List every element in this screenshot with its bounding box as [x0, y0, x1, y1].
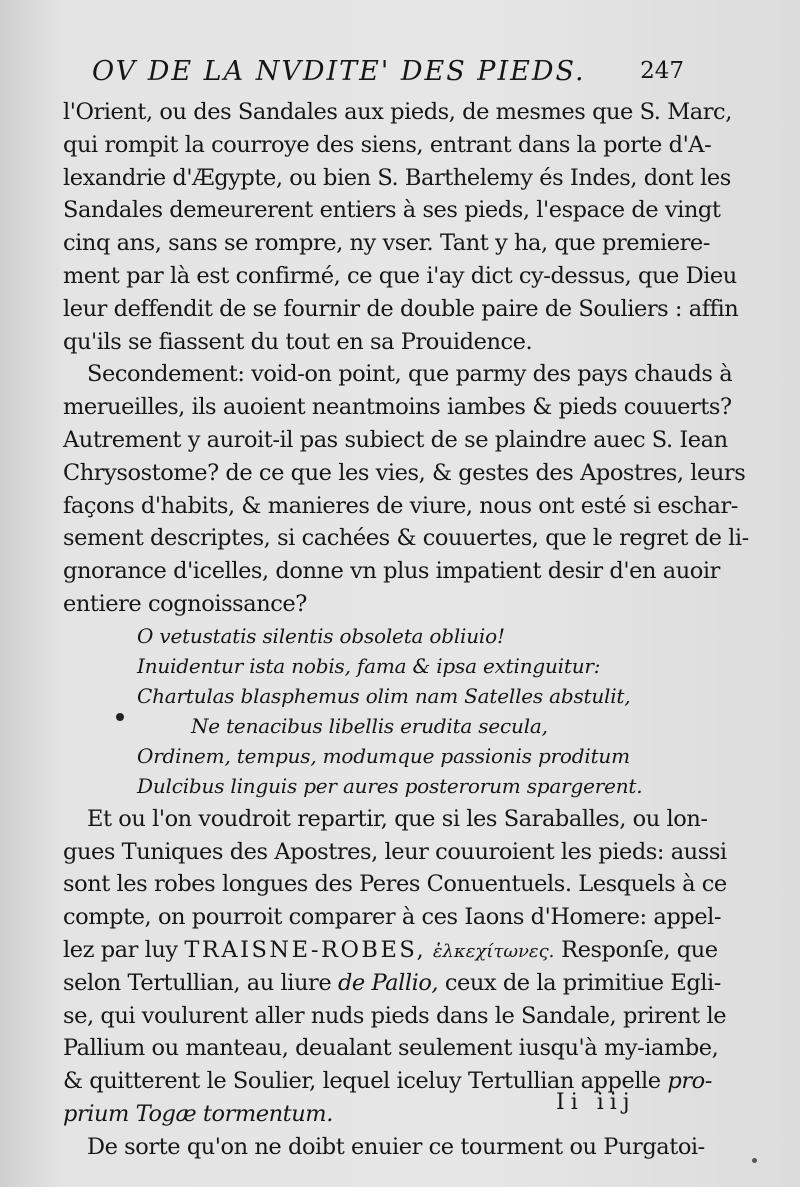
text-line: Chrysostome? de ce que les vies, & gestes des Apostres, leurs — [63, 459, 746, 486]
text-line: merueilles, ils auoient neantmoins iambes & pieds couuerts? — [63, 394, 732, 421]
text-line: cinq ans, sans se rompre, ny vser. Tant y ha, que premiere- — [63, 230, 710, 257]
verse-line: Chartulas blasphemus olim nam Satelles abstulit, — [137, 683, 631, 708]
verse-line: Inuidentur ista nobis, fama & ipsa extinguitur: — [137, 653, 601, 678]
text-line: Autrement y auroit-il pas subiect de se plaindre auec S. Iean — [63, 426, 728, 453]
signature-mark: Ii iij — [556, 1090, 636, 1115]
text-line: gues Tuniques des Apostres, leur couuroient les pieds: aussi — [63, 838, 727, 865]
text-line: gnorance d'icelles, donne vn plus impatient desir d'en auoir — [63, 558, 720, 585]
text-line: prium Togæ tormentum. — [63, 1100, 333, 1127]
ink-speck — [752, 1158, 757, 1163]
text-line: Secondement: void-on point, que parmy des pays chauds à — [87, 361, 733, 388]
verse-line: Ordinem, tempus, modumque passionis proditum — [137, 743, 630, 768]
running-title: OV DE LA NVDITE' DES PIEDS. — [92, 56, 586, 87]
page-number: 247 — [640, 58, 684, 84]
margin-bullet-mark — [116, 713, 124, 721]
text-line: Pallium ou manteau, deualant seulement iusqu'à my-iambe, — [63, 1035, 719, 1062]
text-line: sont les robes longues des Peres Conuentuels. Lesquels à ce — [63, 871, 727, 898]
text-line: De sorte qu'on ne doibt enuier ce tourment ou Purgatoi- — [87, 1133, 705, 1160]
page-header — [92, 56, 692, 96]
text-line — [63, 934, 718, 967]
italic-term: de Pallio, — [337, 969, 439, 996]
italic-term: pro- — [667, 1068, 712, 1095]
text-span: Responſe, que — [561, 936, 718, 963]
text-span: & quitterent le Soulier, lequel iceluy Tertullian appelle — [63, 1068, 661, 1095]
text-line: compte, on pourroit comparer à ces Iaons d'Homere: appel- — [63, 904, 722, 931]
text-span: ceux de la primitiue Egli- — [444, 969, 721, 996]
text-line: ment par là est confirmé, ce que i'ay dict cy-dessus, que Dieu — [63, 262, 737, 289]
text-line: façons d'habits, & manieres de viure, nous ont esté si eschar- — [63, 492, 738, 519]
text-line: Sandales demeurerent entiers à ses pieds, l'espace de vingt — [63, 197, 721, 224]
text-line: se, qui voulurent aller nuds pieds dans le Sandale, prirent le — [63, 1002, 727, 1029]
text-line: qu'ils se fiassent du tout en sa Prouidence. — [63, 328, 533, 355]
text-line: qui rompit la courroye des siens, entrant dans la porte d'A- — [63, 131, 712, 158]
text-line: leur deffendit de se fournir de double paire de Souliers : affin — [63, 295, 739, 322]
verse-line: Dulcibus linguis per aures posterorum spargerent. — [137, 773, 643, 798]
text-line: l'Orient, ou des Sandales aux pieds, de mesmes que S. Marc, — [63, 99, 732, 125]
text-line: lexandrie d'Ægypte, ou bien S. Barthelemy és Indes, dont les — [63, 164, 731, 191]
text-line: sement descriptes, si cachées & couuertes, que le regret de li- — [63, 525, 749, 552]
verse-line: O vetustatis silentis obsoleta obliuio! — [137, 623, 505, 648]
text-span: lez par luy — [63, 936, 178, 963]
body-text — [63, 96, 749, 1164]
verse-line: Ne tenacibus libellis erudita secula, — [191, 713, 548, 738]
text-line: entiere cognoissance? — [63, 590, 307, 617]
text-span: selon Tertullian, au liure — [63, 969, 332, 996]
text-line: Et ou l'on voudroit repartir, que si les Saraballes, ou lon- — [87, 805, 708, 832]
greek-term: ἑλκεχίτωνες. — [432, 940, 555, 962]
text-line — [63, 967, 721, 1000]
small-caps-term: TRAISNE-ROBES, — [184, 936, 427, 963]
